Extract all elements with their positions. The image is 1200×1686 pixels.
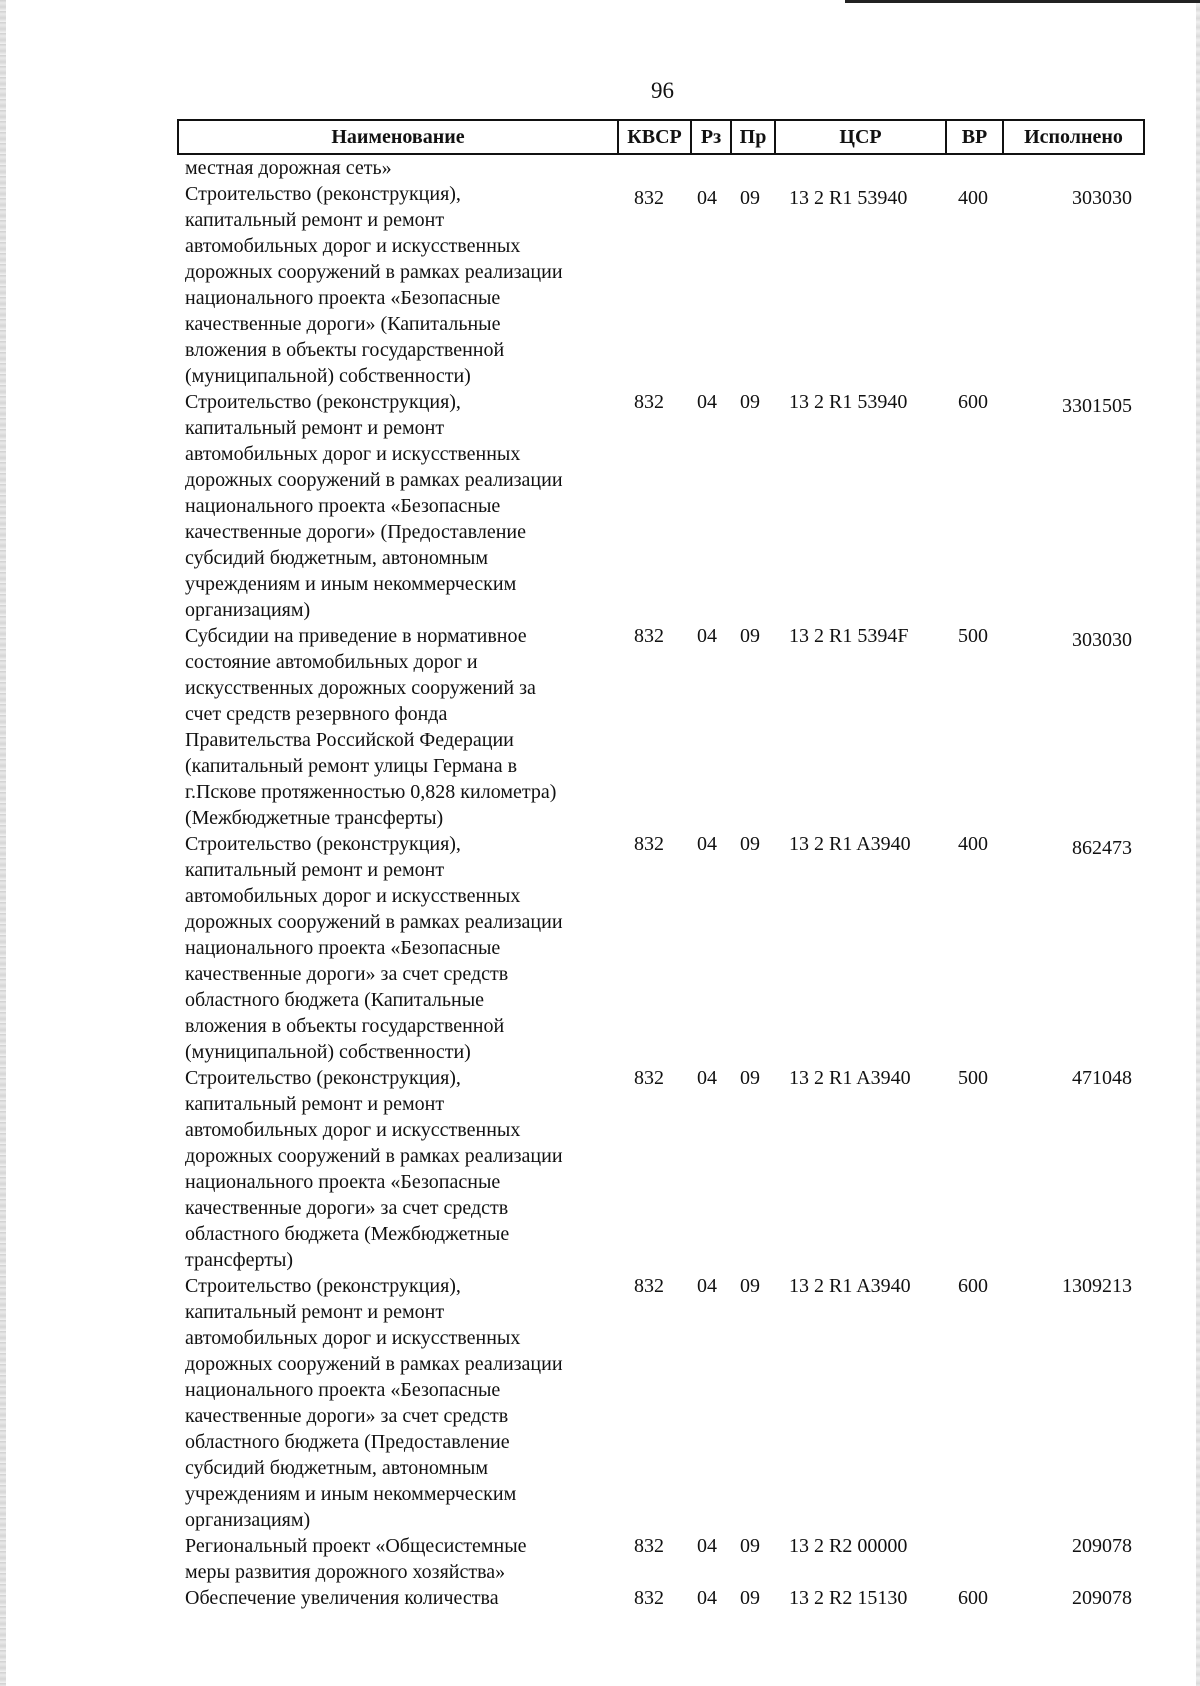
row-pr: 09: [740, 187, 760, 209]
row-csr: 13 2 R2 15130: [789, 1587, 908, 1609]
row-isp: 303030: [1072, 629, 1132, 651]
row-isp: 209078: [1072, 1535, 1132, 1557]
row-kvsr: 832: [634, 391, 664, 413]
row-name: Строительство (реконструкция), капитальный ремонт и ремонт автомобильных дорог и искусственных дорожных сооружений в рамках реализации национального проекта «Безопасные качественные дороги» за счет средств областного бюджета (Капитальные вложения в объекты государственной (муниципальной) собственности): [185, 833, 563, 1063]
row-rz: 04: [697, 187, 717, 209]
row-vr: 400: [958, 187, 988, 209]
row-csr: 13 2 R1 A3940: [789, 1067, 911, 1089]
table-header: [177, 119, 1145, 155]
row-pr: 09: [740, 625, 760, 647]
page-number: 96: [651, 78, 674, 103]
row-kvsr: 832: [634, 1275, 664, 1297]
row-name: Субсидии на приведение в нормативное состояние автомобильных дорог и искусственных дорожных сооружений за счет средств резервного фонда Правительства Российской Федерации (капитальный ремонт улицы Германа в г.Пскове протяженностью 0,828 километра) (Межбюджетные трансферты): [185, 625, 557, 829]
row-vr: 400: [958, 833, 988, 855]
row-name: местная дорожная сеть»: [185, 157, 392, 179]
row-isp: 862473: [1072, 837, 1132, 859]
header-isp: Исполнено: [1024, 126, 1123, 148]
table-row: [177, 1585, 1145, 1611]
row-pr: 09: [740, 391, 760, 413]
row-isp: 3301505: [1062, 395, 1132, 417]
row-isp: 1309213: [1062, 1275, 1132, 1297]
row-vr: 600: [958, 1587, 988, 1609]
row-csr: 13 2 R2 00000: [789, 1535, 908, 1557]
header-kvsr: КВСР: [619, 121, 692, 153]
row-pr: 09: [740, 1535, 760, 1557]
row-name: Региональный проект «Общесистемные меры развития дорожного хозяйства»: [185, 1535, 527, 1583]
row-name: Строительство (реконструкция), капитальный ремонт и ремонт автомобильных дорог и искусственных дорожных сооружений в рамках реализации национального проекта «Безопасные качественные дороги» (Капитальные вложения в объекты государственной (муниципальной) собственности): [185, 183, 563, 387]
row-csr: 13 2 R1 A3940: [789, 1275, 911, 1297]
row-rz: 04: [697, 625, 717, 647]
table-row: [177, 181, 1145, 389]
table-row: [177, 1273, 1145, 1533]
row-isp: 303030: [1072, 187, 1132, 209]
scan-edge-left: [0, 0, 6, 1686]
row-name: Строительство (реконструкция), капитальный ремонт и ремонт автомобильных дорог и искусственных дорожных сооружений в рамках реализации национального проекта «Безопасные качественные дороги» за счет средств областного бюджета (Межбюджетные трансферты): [185, 1067, 563, 1271]
table-row: [177, 389, 1145, 623]
row-vr: 500: [958, 1067, 988, 1089]
table-row: [177, 623, 1145, 831]
row-rz: 04: [697, 1067, 717, 1089]
table-row: [177, 831, 1145, 1065]
row-pr: 09: [740, 1587, 760, 1609]
table-row: [177, 155, 1145, 181]
row-isp: 209078: [1072, 1587, 1132, 1609]
header-rz: Рз: [692, 121, 732, 153]
row-csr: 13 2 R1 A3940: [789, 833, 911, 855]
scan-line-top: [845, 0, 1200, 3]
row-isp: 471048: [1072, 1067, 1132, 1089]
table-row: [177, 1533, 1145, 1585]
row-vr: 500: [958, 625, 988, 647]
row-rz: 04: [697, 391, 717, 413]
header-pr: Пр: [732, 121, 776, 153]
header-vr: ВР: [947, 121, 1004, 153]
row-name: Строительство (реконструкция), капитальный ремонт и ремонт автомобильных дорог и искусственных дорожных сооружений в рамках реализации национального проекта «Безопасные качественные дороги» за счет средств областного бюджета (Предоставление субсидий бюджетным, автономным учреждениям и иным некоммерческим организациям): [185, 1275, 563, 1531]
row-pr: 09: [740, 1067, 760, 1089]
row-csr: 13 2 R1 5394F: [789, 625, 909, 647]
row-rz: 04: [697, 1275, 717, 1297]
row-name: Обеспечение увеличения количества: [185, 1587, 499, 1609]
header-name: Наименование: [179, 121, 619, 153]
row-kvsr: 832: [634, 833, 664, 855]
budget-table: [177, 119, 1145, 1611]
scan-edge-right: [1196, 0, 1200, 1686]
row-vr: 600: [958, 391, 988, 413]
row-vr: 600: [958, 1275, 988, 1297]
row-rz: 04: [697, 1535, 717, 1557]
row-csr: 13 2 R1 53940: [789, 391, 908, 413]
row-rz: 04: [697, 833, 717, 855]
row-kvsr: 832: [634, 187, 664, 209]
row-pr: 09: [740, 833, 760, 855]
row-pr: 09: [740, 1275, 760, 1297]
table-row: [177, 1065, 1145, 1273]
row-kvsr: 832: [634, 1535, 664, 1557]
row-kvsr: 832: [634, 1067, 664, 1089]
row-kvsr: 832: [634, 625, 664, 647]
row-csr: 13 2 R1 53940: [789, 187, 908, 209]
row-name: Строительство (реконструкция), капитальный ремонт и ремонт автомобильных дорог и искусственных дорожных сооружений в рамках реализации национального проекта «Безопасные качественные дороги» (Предоставление субсидий бюджетным, автономным учреждениям и иным некоммерческим организациям): [185, 391, 563, 621]
row-kvsr: 832: [634, 1587, 664, 1609]
header-csr: ЦСР: [776, 121, 947, 153]
row-rz: 04: [697, 1587, 717, 1609]
